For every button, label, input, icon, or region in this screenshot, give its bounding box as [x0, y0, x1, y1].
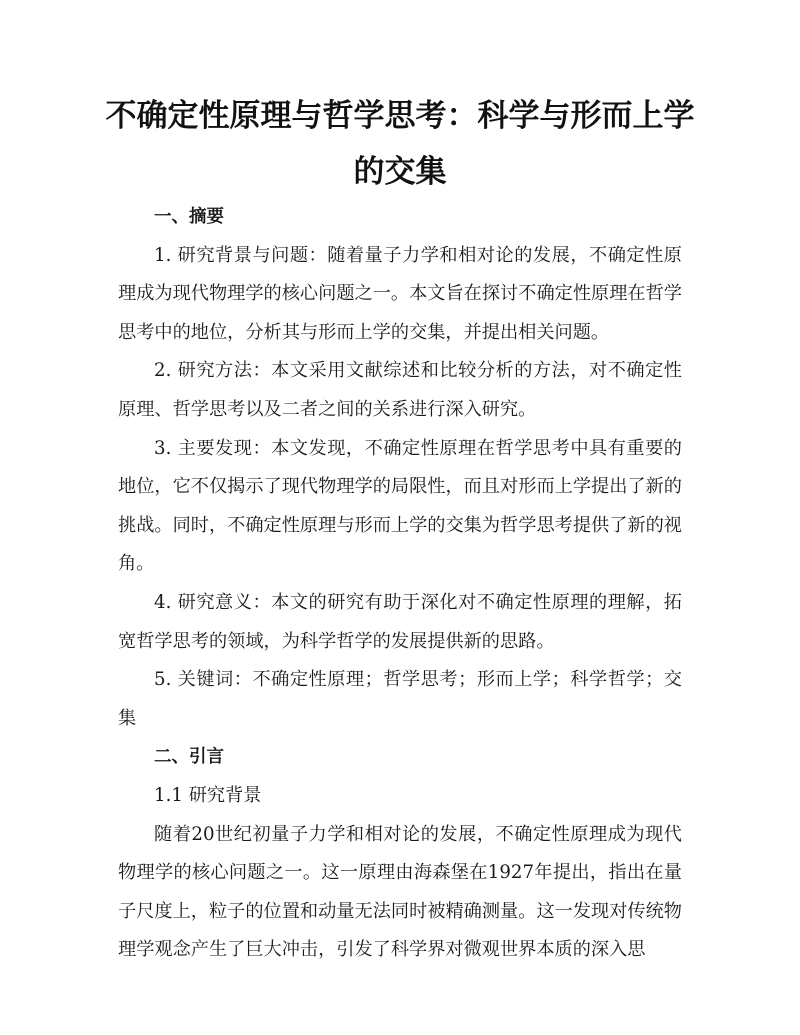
intro-subheading: 1.1 研究背景	[154, 784, 262, 806]
document-body	[118, 198, 682, 970]
intro-heading: 二、引言	[154, 747, 224, 768]
abstract-item-3: 3. 主要发现：本文发现，不确定性原理在哲学思考中具有重要的地位，它不仅揭示了现代物理学的局限性，而且对形而上学提出了新的挑战。同时，不确定性原理与形而上学的交集为哲学思考提供了新的视角。	[118, 437, 682, 575]
document-title	[100, 88, 700, 200]
abstract-item-4: 4. 研究意义：本文的研究有助于深化对不确定性原理的理解，拓宽哲学思考的领域，为科学哲学的发展提供新的思路。	[118, 591, 682, 652]
abstract-item-5: 5. 关键词：不确定性原理；哲学思考；形而上学；科学哲学；交集	[118, 669, 682, 729]
abstract-item-2: 2. 研究方法：本文采用文献综述和比较分析的方法，对不确定性原理、哲学思考以及二者之间的关系进行深入研究。	[118, 360, 682, 420]
abstract-heading: 一、摘要	[154, 207, 224, 227]
intro-paragraph: 随着20世纪初量子力学和相对论的发展，不确定性原理成为现代物理学的核心问题之一。这一原理由海森堡在1927年提出，指出在量子尺度上，粒子的位置和动量无法同时被精确测量。这一发现对传统物理学观念产生了巨大冲击，引发了科学界对微观世界本质的深入思	[118, 823, 682, 961]
abstract-item-1: 1. 研究背景与问题：随着量子力学和相对论的发展，不确定性原理成为现代物理学的核心问题之一。本文旨在探讨不确定性原理在哲学思考中的地位，分析其与形而上学的交集，并提出相关问题。	[118, 244, 682, 343]
title-line-2: 的交集	[353, 154, 447, 190]
title-line-1: 不确定性原理与哲学思考：科学与形而上学	[105, 98, 695, 134]
